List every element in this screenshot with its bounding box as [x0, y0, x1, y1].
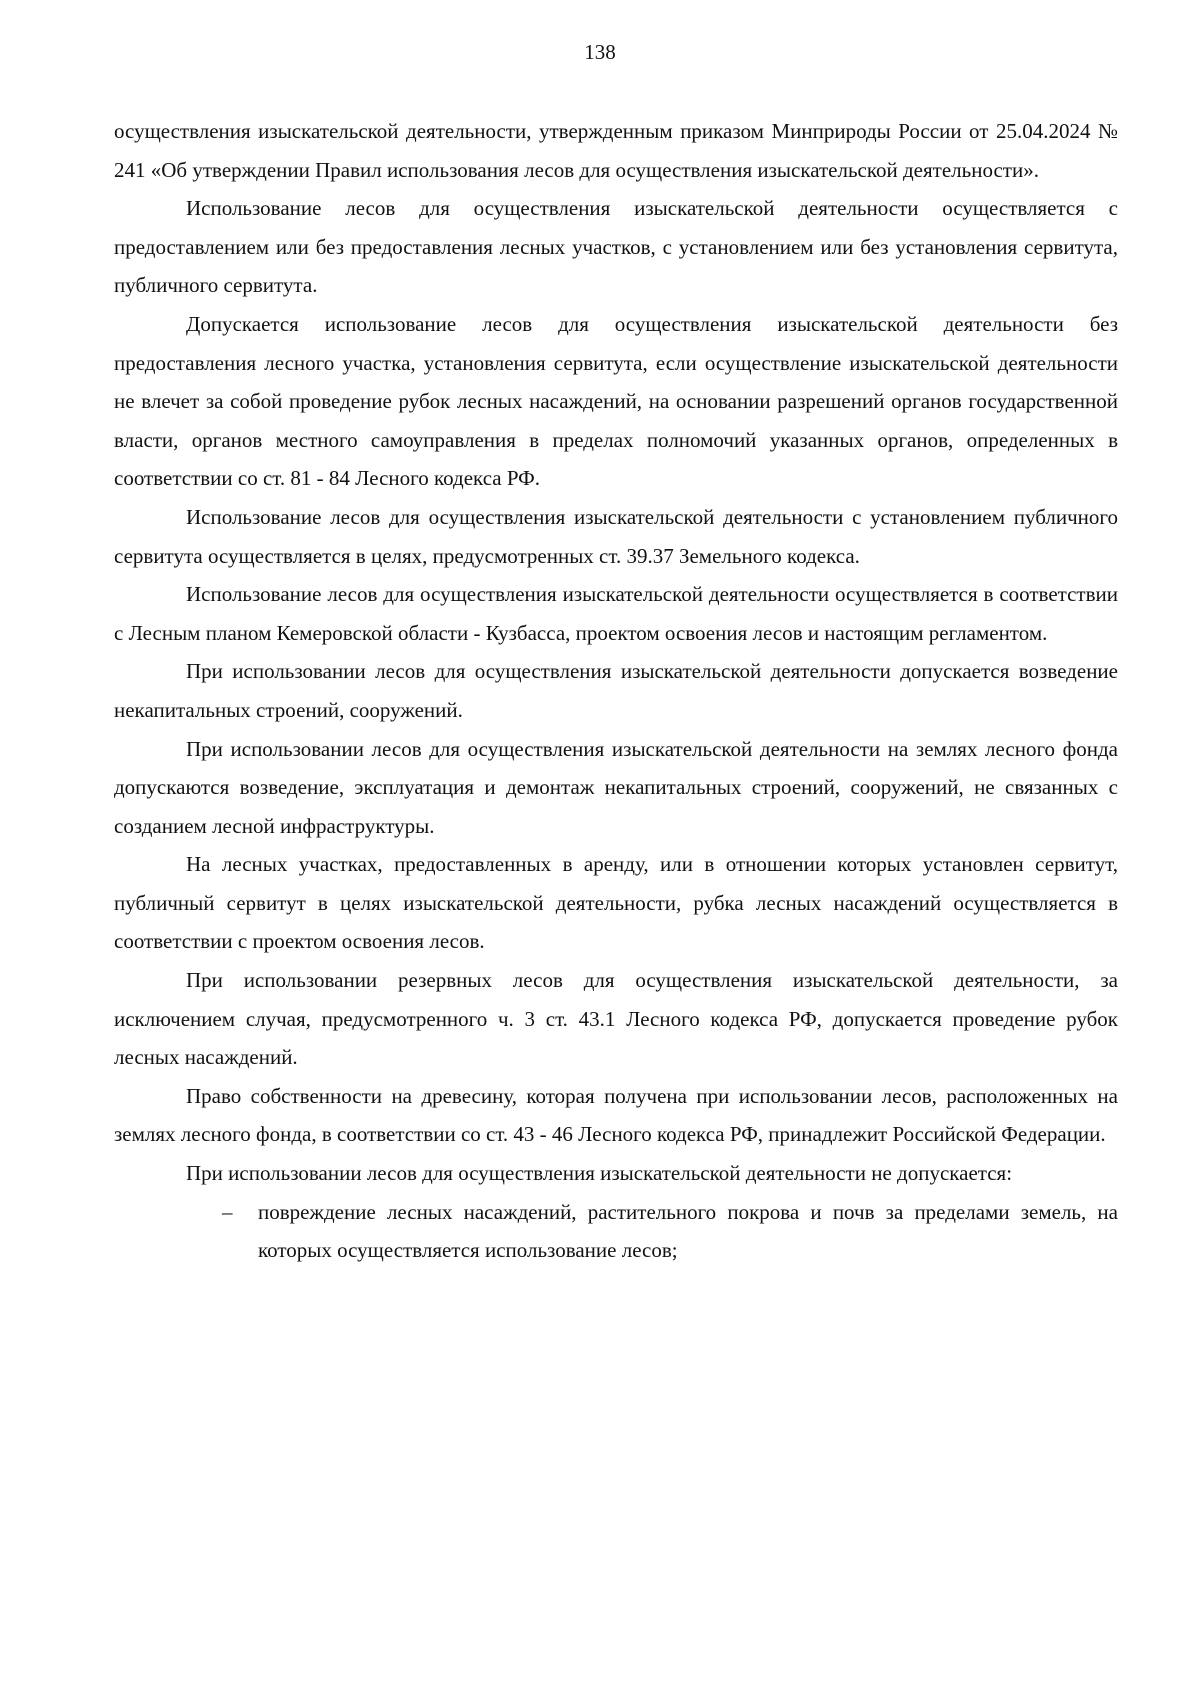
paragraph: Допускается использование лесов для осуществления изыскательской деятельности без предоставления лесного участка, установления сервитута, если осуществление изыскательской деятельности не влечет за собой проведение рубок лесных насаждений, на основании разрешений органов государственной власти, органов местного самоуправления в пределах полномочий указанных органов, определенных в соответствии со ст. 81 - 84 Лесного кодекса РФ. — [114, 311, 1118, 491]
paragraph: Использование лесов для осуществления изыскательской деятельности с установлением публичного сервитута осуществляется в целях, предусмотренных ст. 39.37 Земельного кодекса. — [114, 504, 1118, 568]
document-body — [114, 112, 1118, 1270]
paragraph: Использование лесов для осуществления изыскательской деятельности осуществляется с предоставлением или без предоставления лесных участков, с установлением или без установления сервитута, публичного сервитута. — [114, 196, 1118, 298]
paragraph: При использовании резервных лесов для осуществления изыскательской деятельности, за исключением случая, предусмотренного ч. 3 ст. 43.1 Лесного кодекса РФ, допускается проведение рубок лесных насаждений. — [114, 968, 1118, 1070]
paragraph: На лесных участках, предоставленных в аренду, или в отношении которых установлен сервитут, публичный сервитут в целях изыскательской деятельности, рубка лесных насаждений осуществляется в соответствии с проектом освоения лесов. — [114, 852, 1118, 954]
prohibitions-list — [114, 1193, 1118, 1270]
paragraph: Право собственности на древесину, которая получена при использовании лесов, расположенных на землях лесного фонда, в соответствии со ст. 43 - 46 Лесного кодекса РФ, принадлежит Российской Федерации. — [114, 1083, 1118, 1147]
list-item — [114, 1193, 1118, 1270]
paragraph-list-intro: При использовании лесов для осуществления изыскательской деятельности не допускается: — [186, 1161, 1013, 1186]
paragraph: При использовании лесов для осуществления изыскательской деятельности на землях лесного фонда допускаются возведение, эксплуатация и демонтаж некапитальных строений, сооружений, не связанных с созданием лесной инфраструктуры. — [114, 736, 1118, 838]
paragraph: Использование лесов для осуществления изыскательской деятельности осуществляется в соответствии с Лесным планом Кемеровской области - Кузбасса, проектом освоения лесов и настоящим регламентом. — [114, 582, 1118, 645]
dash-bullet: – — [222, 1199, 233, 1224]
page-number: 138 — [584, 40, 616, 64]
list-item-text: повреждение лесных насаждений, растительного покрова и почв за пределами земель, на которых осуществляется использование лесов; — [258, 1199, 1118, 1263]
paragraph-continuation: осуществления изыскательской деятельности, утвержденным приказом Минприроды России от 25.04.2024 № 241 «Об утверждении Правил использования лесов для осуществления изыскательской деятельности». — [114, 119, 1118, 182]
paragraph: При использовании лесов для осуществления изыскательской деятельности допускается возведение некапитальных строений, сооружений. — [114, 659, 1118, 722]
